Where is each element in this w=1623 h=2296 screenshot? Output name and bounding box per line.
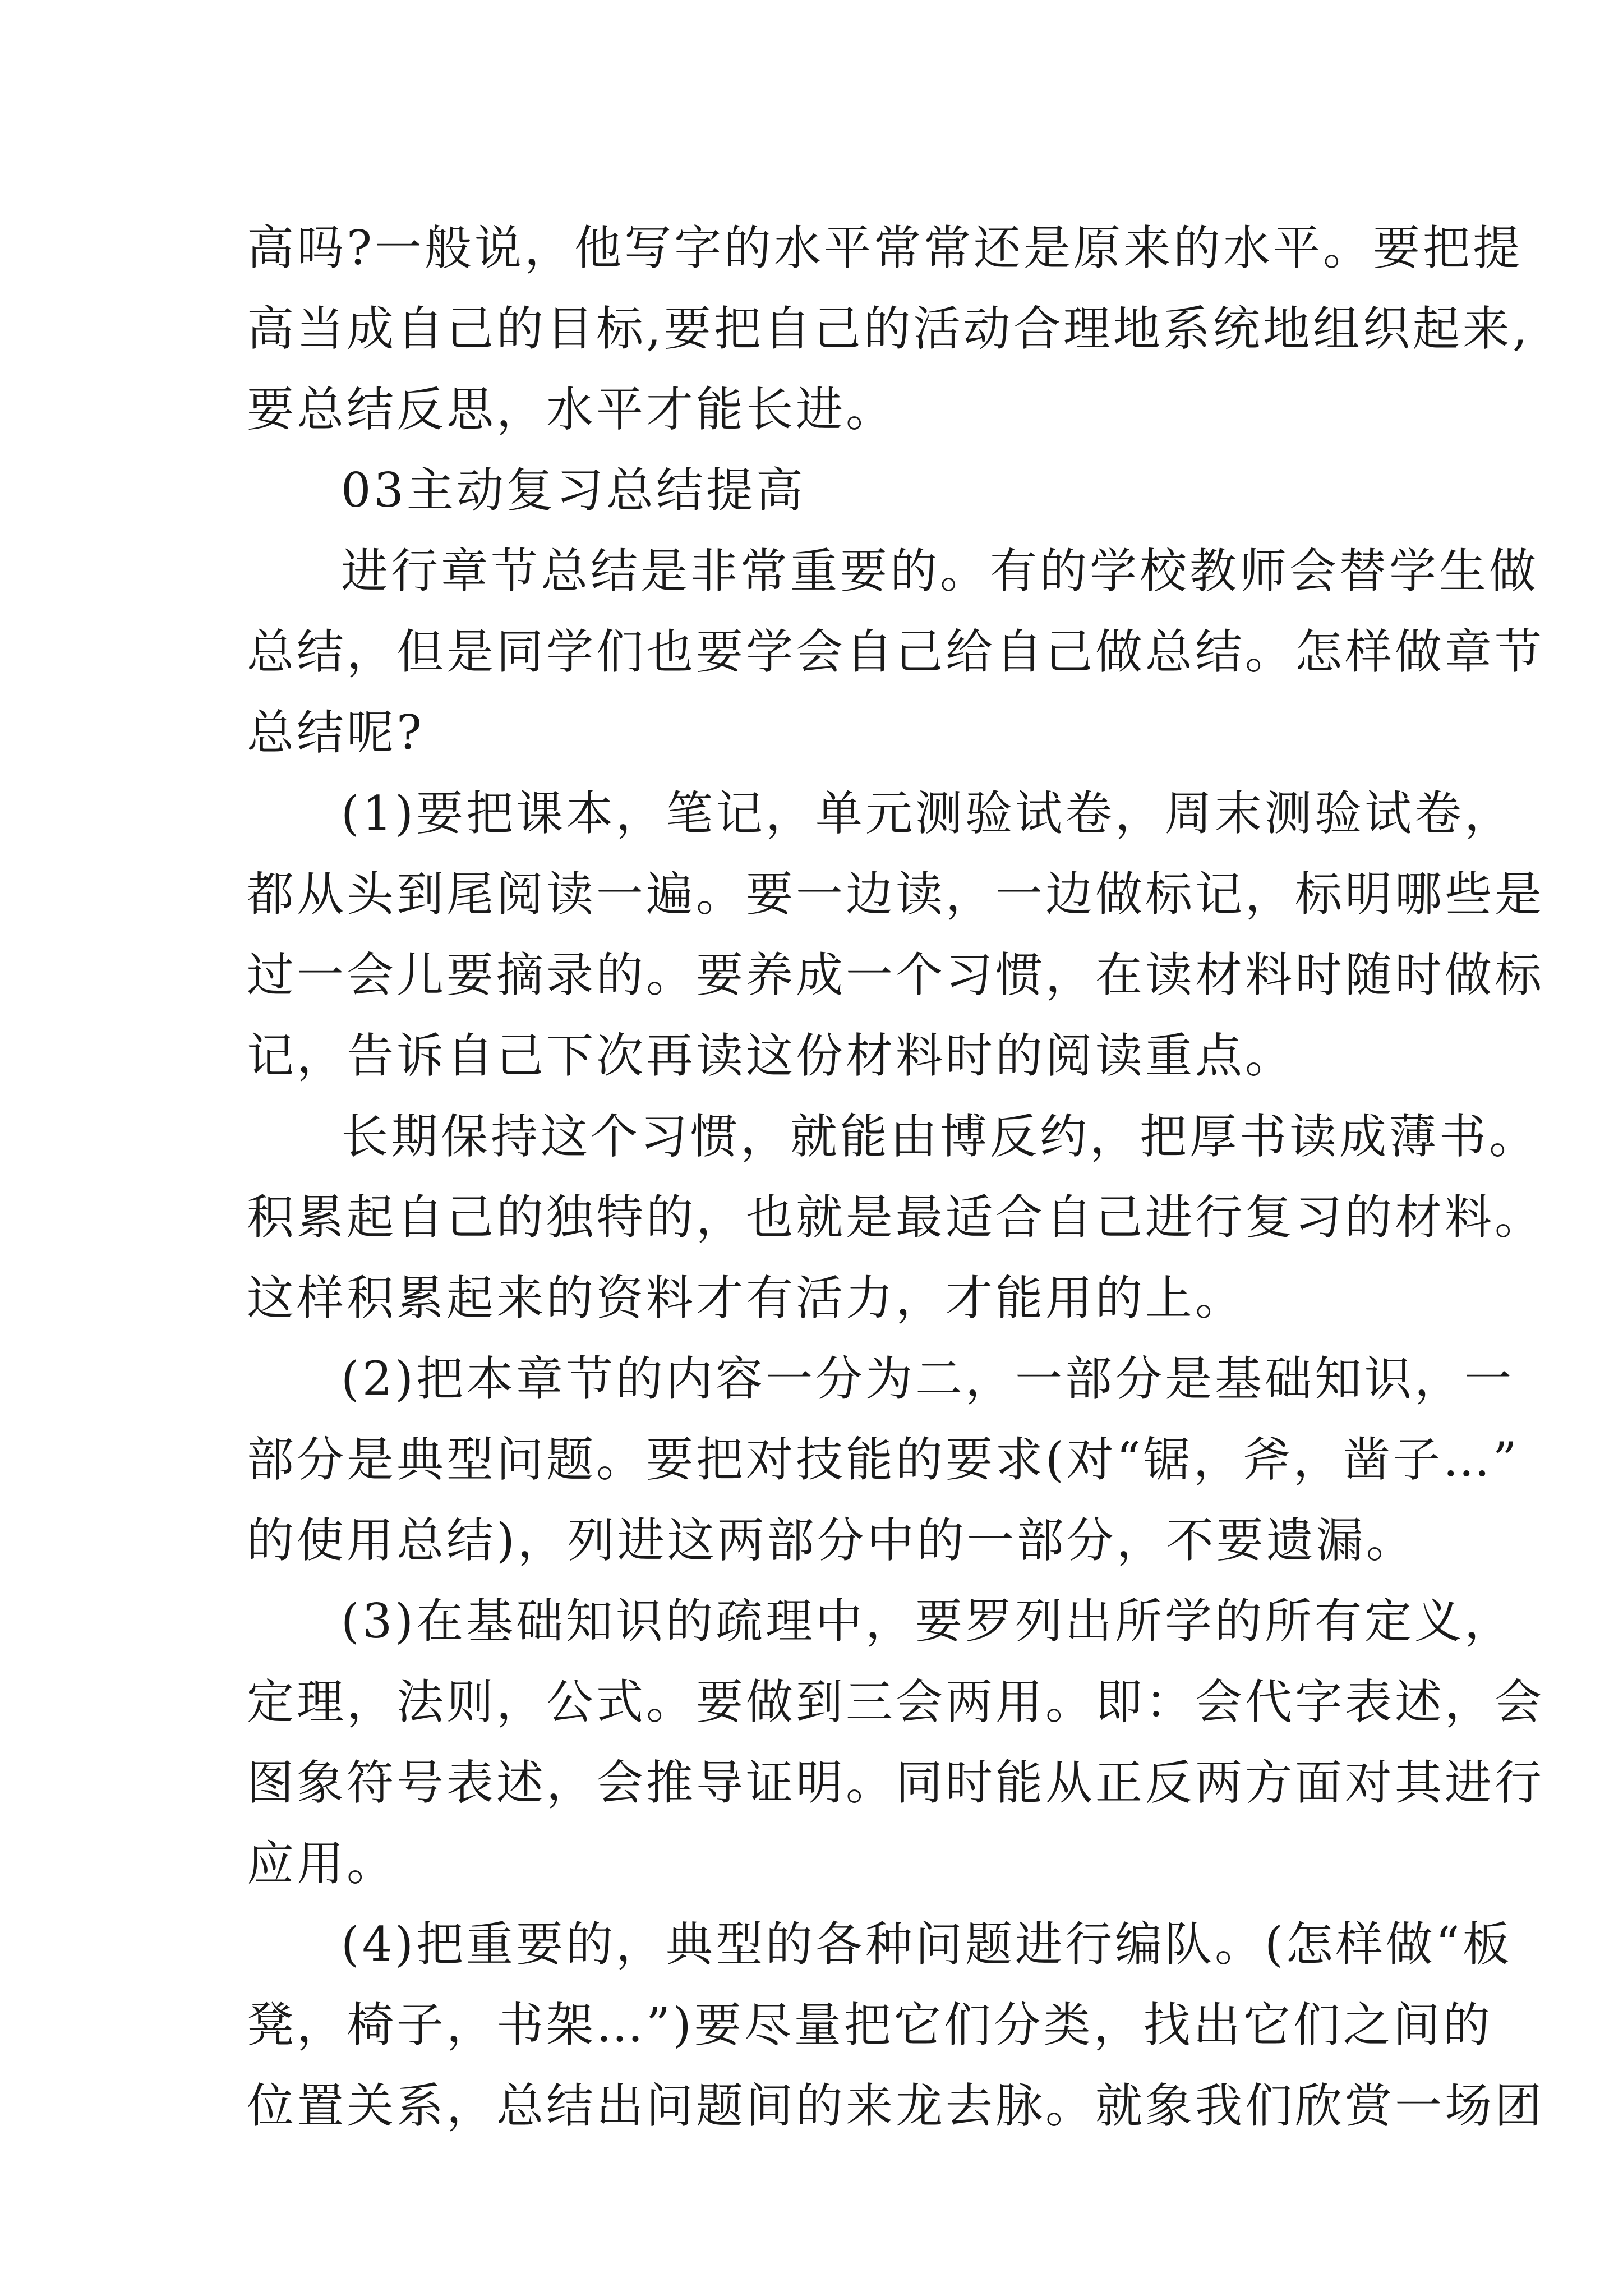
section-heading: 03主动复习总结提高 bbox=[341, 463, 806, 518]
text-line: 记，告诉自己下次再读这份材料时的阅读重点。 bbox=[247, 1028, 1295, 1083]
text-line: 定理，法则，公式。要做到三会两用。即：会代字表述，会 bbox=[247, 1674, 1545, 1729]
text-line: (3)在基础知识的疏理中，要罗列出所学的所有定义， bbox=[341, 1594, 1514, 1649]
text-line: 积累起自己的独特的，也就是最适合自己进行复习的材料。 bbox=[247, 1190, 1545, 1245]
text-line: 进行章节总结是非常重要的。有的学校教师会替学生做 bbox=[341, 544, 1539, 599]
text-line: 长期保持这个习惯，就能由博反约，把厚书读成薄书。 bbox=[341, 1109, 1539, 1164]
text-line: 总结，但是同学们也要学会自己给自己做总结。怎样做章节 bbox=[247, 624, 1545, 679]
text-line: 位置关系，总结出问题间的来龙去脉。就象我们欣赏一场团 bbox=[247, 2078, 1545, 2133]
text-line: 过一会儿要摘录的。要养成一个习惯，在读材料时随时做标 bbox=[247, 947, 1545, 1002]
text-line: 部分是典型问题。要把对技能的要求(对“锯，斧，凿子…” bbox=[247, 1432, 1520, 1487]
text-line: 都从头到尾阅读一遍。要一边读，一边做标记，标明哪些是 bbox=[247, 867, 1545, 922]
text-line: 总结呢? bbox=[247, 705, 425, 760]
document-body bbox=[247, 208, 1545, 2146]
text-line: (2)把本章节的内容一分为二，一部分是基础知识，一 bbox=[341, 1351, 1514, 1406]
text-line: 应用。 bbox=[247, 1836, 397, 1891]
text-line: 这样积累起来的资料才有活力，才能用的上。 bbox=[247, 1271, 1246, 1326]
text-line: 要总结反思，水平才能长进。 bbox=[247, 382, 896, 437]
text-line: (1)要把课本，笔记，单元测验试卷，周末测验试卷， bbox=[341, 786, 1514, 841]
text-line: (4)把重要的，典型的各种问题进行编队。(怎样做“板 bbox=[341, 1917, 1513, 1972]
text-line: 高当成自己的目标,要把自己的活动合理地系统地组织起来, bbox=[247, 301, 1530, 356]
text-line: 图象符号表述，会推导证明。同时能从正反两方面对其进行 bbox=[247, 1755, 1545, 1810]
text-line: 凳，椅子，书架…”)要尽量把它们分类，找出它们之间的 bbox=[247, 1998, 1493, 2053]
text-line: 的使用总结)，列进这两部分中的一部分，不要遗漏。 bbox=[247, 1513, 1416, 1568]
text-line: 高吗?一般说，他写字的水平常常还是原来的水平。要把提 bbox=[247, 220, 1523, 275]
